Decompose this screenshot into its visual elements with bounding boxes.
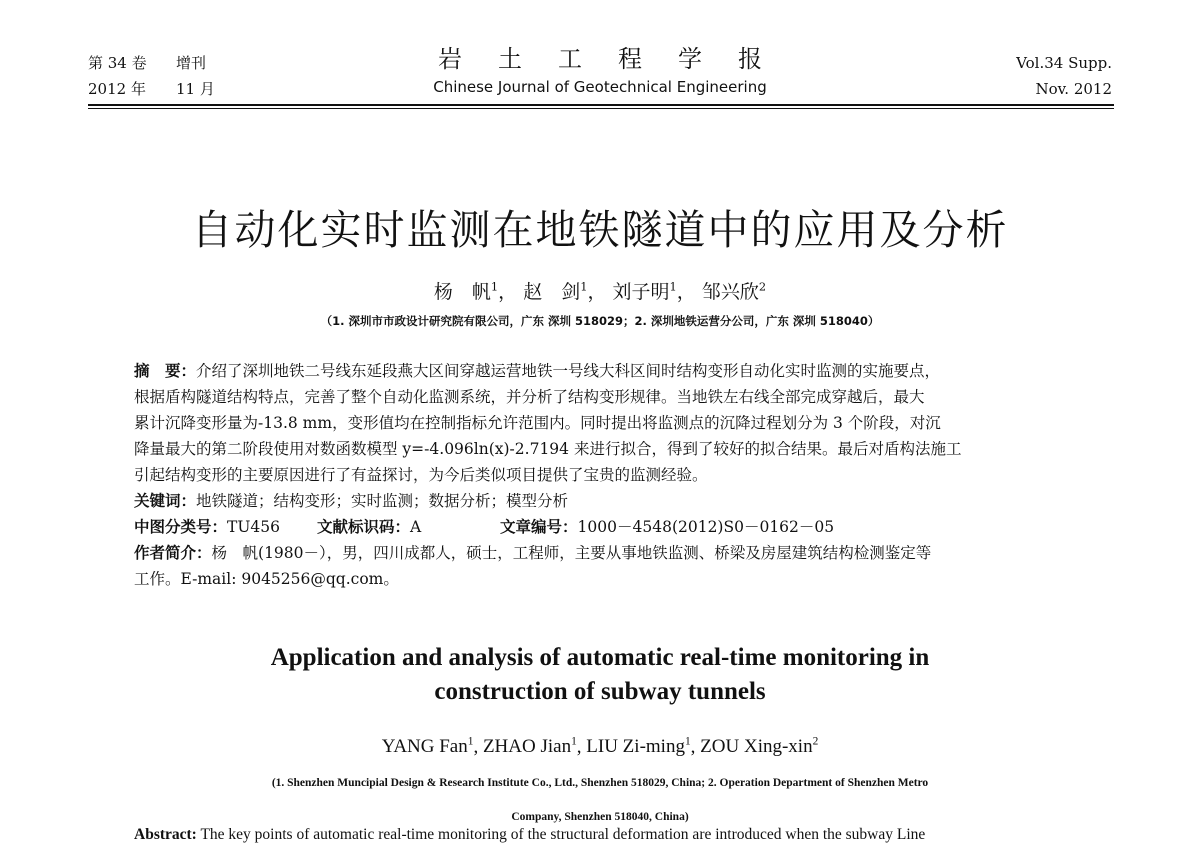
affiliation-en-line: (1. Shenzhen Muncipial Design & Research Institute Co., Ltd., Shenzhen 518029, China; 2. Operation Department of Shenzhen Metro	[271, 777, 929, 789]
abstract-en	[134, 826, 1070, 844]
clc-value: TU456	[227, 518, 281, 536]
author-bio-text: 杨 帆(1980－），男，四川成都人，硕士，工程师，主要从事地铁监测、桥梁及房屋建筑结构检测鉴定等	[211, 544, 932, 562]
author-cn: 杨 帆$^1$	[433, 279, 499, 303]
abstract-cn	[134, 358, 1070, 592]
abstract-cn-line: 降量最大的第二阶段使用对数函数模型 y=-4.096ln(x)-2.7194 来进行拟合，得到了较好的拟合结果。最后对盾构法施工	[134, 440, 962, 458]
keywords-cn-label: 关键词：	[134, 492, 197, 510]
year-cn: 2012 年	[88, 80, 146, 98]
affiliation-cn: （1. 深圳市市政设计研究院有限公司，广东 深圳 518029；2. 深圳地铁运营分公司，广东 深圳 518040）	[320, 314, 880, 328]
article-number-label: 文章编号：	[500, 518, 578, 536]
abstract-cn-line: 引起结构变形的主要原因进行了有益探讨，为今后类似项目提供了宝贵的监测经验。	[134, 466, 708, 484]
author-en: LIU Zi-ming$^1$	[586, 736, 691, 758]
author-cn: 邹兴欣$^2$	[701, 279, 767, 303]
paper-title-en-line: Application and analysis of automatic real-time monitoring in	[270, 644, 930, 671]
author-bio	[134, 540, 1070, 566]
header-rule-thin	[88, 108, 1114, 109]
abstract-cn-line: 累计沉降变形量为-13.8 mm，变形值均在控制指标允许范围内。同时提出将监测点的沉降过程划分为 3 个阶段，对沉	[134, 414, 941, 432]
journal-masthead	[300, 44, 900, 98]
keywords-cn	[134, 488, 1070, 514]
affiliation-en-line: Company, Shenzhen 518040, China)	[511, 811, 689, 823]
paper-title-en-line: construction of subway tunnels	[434, 678, 766, 705]
volume-cn: 第 34 卷	[88, 54, 147, 72]
month-cn: 11 月	[176, 80, 215, 98]
date-en: Nov. 2012	[1035, 80, 1112, 98]
author-bio-label: 作者简介：	[134, 544, 212, 562]
authors-en: YANG Fan$^1$, ZHAO Jian$^1$, LIU Zi-ming$^1$, ZOU Xing-xin$^2$	[381, 736, 819, 758]
authors-cn: 杨 帆$^1$， 赵 剑$^1$， 刘子明$^1$， 邹兴欣$^2$	[433, 279, 767, 303]
abstract-cn-line: 根据盾构隧道结构特点，完善了整个自动化监测系统，并分析了结构变形规律。当地铁左右线全部完成穿越后，最大	[134, 388, 925, 406]
keywords-cn-text: 地铁隧道；结构变形；实时监测；数据分析；模型分析	[196, 492, 569, 510]
journal-title-en: Chinese Journal of Geotechnical Engineering	[433, 78, 767, 96]
issue-cn: 增刊	[176, 54, 207, 72]
doc-code-value: A	[410, 518, 422, 536]
author-cn: 刘子明$^1$	[612, 279, 677, 303]
article-number-value: 1000－4548(2012)S0－0162－05	[577, 518, 835, 536]
author-cn: 赵 剑$^1$	[523, 279, 588, 303]
affiliation-en	[0, 766, 1200, 834]
journal-title-cn: 岩土工程学报	[438, 45, 798, 73]
paper-title-cn: 自动化实时监测在地铁隧道中的应用及分析	[191, 206, 1009, 254]
clc-label: 中图分类号：	[134, 518, 228, 536]
author-en: YANG Fan$^1$	[381, 736, 474, 758]
volume-en: Vol.34 Supp.	[1016, 54, 1112, 72]
abstract-en-text: The key points of automatic real-time monitoring of the structural deformation are introduced when the subway Line	[200, 826, 926, 843]
abstract-cn-label: 摘 要：	[134, 362, 197, 380]
header-right	[1016, 50, 1112, 102]
abstract-cn-line: 介绍了深圳地铁二号线东延段燕大区间穿越运营地铁一号线大科区间时结构变形自动化实时监测的实施要点，	[196, 362, 941, 380]
author-bio-line2: 工作。E-mail: 9045256@qq.com。	[134, 570, 399, 588]
header-left	[88, 50, 215, 102]
abstract-en-label: Abstract:	[134, 826, 197, 843]
author-en: ZOU Xing-xin$^2$	[700, 736, 819, 758]
author-en: ZHAO Jian$^1$	[482, 736, 577, 758]
doc-code-label: 文献标识码：	[317, 518, 411, 536]
paper-title-en	[0, 641, 1200, 709]
classification-line	[134, 514, 1070, 540]
header-rule-thick	[88, 104, 1114, 106]
